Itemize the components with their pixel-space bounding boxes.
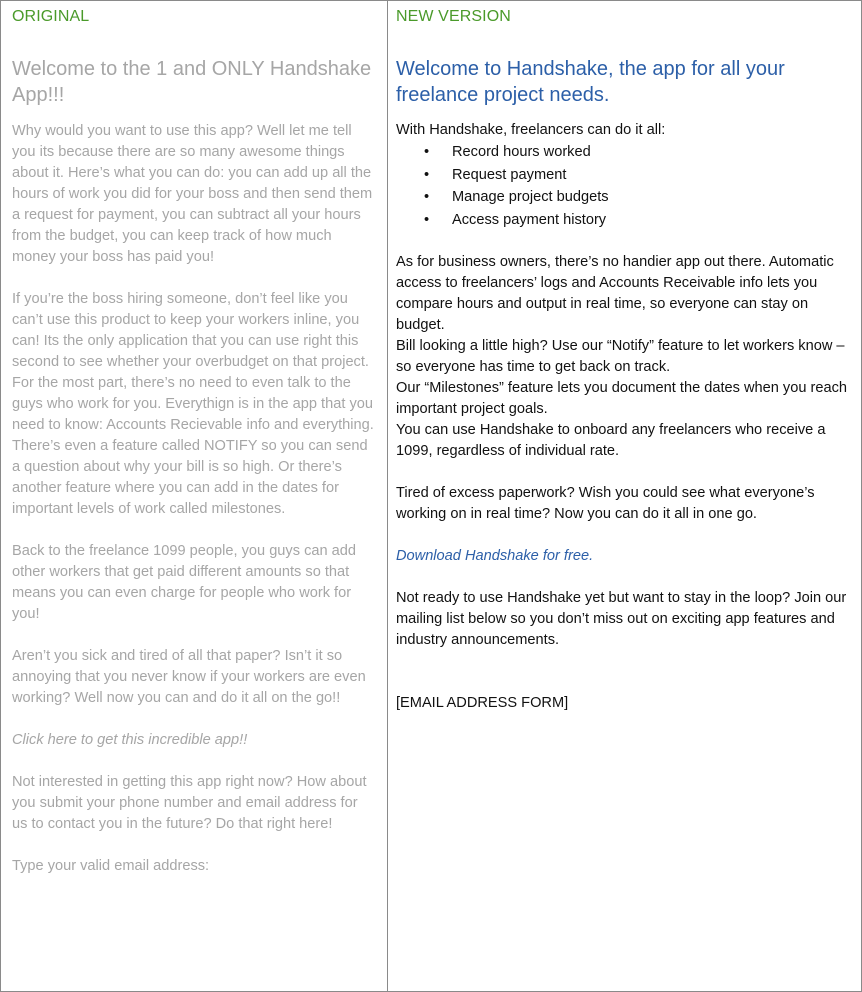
new-version-column — [388, 1, 861, 991]
new-version-title: Welcome to Handshake, the app for all your freelance project needs. — [396, 58, 785, 106]
original-link-paragraph — [12, 730, 377, 751]
new-version-business-owners: As for business owners, there’s no handier app out there. Automatic access to freelancers’ logs and Accounts Receivable info lets you compare hours and output in real time, so everyone can stay on budget. — [396, 254, 834, 333]
list-item — [396, 186, 855, 209]
new-version-intro: With Handshake, freelancers can do it all: — [396, 122, 666, 138]
list-item — [396, 164, 855, 187]
feature-list — [396, 141, 855, 231]
list-item — [396, 209, 855, 232]
new-version-paperwork: Tired of excess paperwork? Wish you could see what everyone’s working on in real time? Now you can do it all in one go. — [396, 485, 815, 522]
bullet-icon: • — [424, 211, 430, 228]
original-paragraph-boss: If you’re the boss hiring someone, don’t feel like you can’t use this product to keep your workers inline, you can! Its the only application that you can use right this second to see whether your overbudget on that project. For the most part, there’s no need to even talk to the guys who work for you. Everythign is in the app that you need to know: Accounts Recievable info and everything. There’s even a feature called NOTIFY so you can send a question about why your bill is so high. Or there’s another feature where you can add in the dates for important levels of work called milestones. — [12, 291, 374, 517]
original-download-link[interactable]: Click here to get this incredible app!! — [12, 732, 248, 748]
original-email-label: Type your valid email address: — [12, 858, 210, 874]
new-version-header: NEW VERSION — [396, 8, 511, 25]
list-item — [396, 141, 855, 164]
email-address-form-placeholder: [EMAIL ADDRESS FORM] — [396, 695, 569, 711]
new-version-notify: Bill looking a little high? Use our “Notify” feature to let workers know – so everyone has time to get back on track. — [396, 338, 845, 375]
original-paragraph-intro: Why would you want to use this app? Well let me tell you its because there are so many awesome things about it. Here’s what you can do: you can add up all the hours of work you did for your boss and then send them a request for payment, you can subtract all your hours from the budget, you can keep track of how much money your boss has paid you! — [12, 123, 373, 265]
original-header: ORIGINAL — [12, 8, 90, 25]
list-item-label: Access payment history — [452, 211, 607, 228]
new-version-mailing-list: Not ready to use Handshake yet but want to stay in the loop? Join our mailing list below so you don’t miss out on exciting app features and industry announcements. — [396, 590, 847, 648]
list-item-label: Request payment — [452, 166, 567, 183]
list-item-label: Record hours worked — [452, 144, 591, 160]
new-version-link-paragraph — [396, 546, 855, 567]
list-item-label: Manage project budgets — [452, 189, 609, 205]
download-handshake-link[interactable]: Download Handshake for free. — [396, 548, 594, 564]
original-title: Welcome to the 1 and ONLY Handshake App!!! — [12, 58, 372, 106]
original-paragraph-contact: Not interested in getting this app right now? How about you submit your phone number and email address for us to contact you in the future? Do that right here! — [12, 774, 367, 832]
bullet-icon: • — [424, 166, 430, 183]
original-paragraph-paper: Aren’t you sick and tired of all that paper? Isn’t it so annoying that you never know if your workers are even working? Well now you can and do it all on the go!! — [12, 648, 366, 706]
new-version-milestones: Our “Milestones” feature lets you document the dates when you reach important project goals. — [396, 380, 848, 417]
original-paragraph-freelance: Back to the freelance 1099 people, you guys can add other workers that get paid different amounts so that means you can even charge for people who work for you! — [12, 543, 357, 622]
original-column — [1, 1, 388, 991]
new-version-onboard: You can use Handshake to onboard any freelancers who receive a 1099, regardless of individual rate. — [396, 422, 826, 459]
bullet-icon: • — [424, 189, 430, 205]
spacer — [396, 672, 855, 693]
bullet-icon: • — [424, 144, 430, 160]
